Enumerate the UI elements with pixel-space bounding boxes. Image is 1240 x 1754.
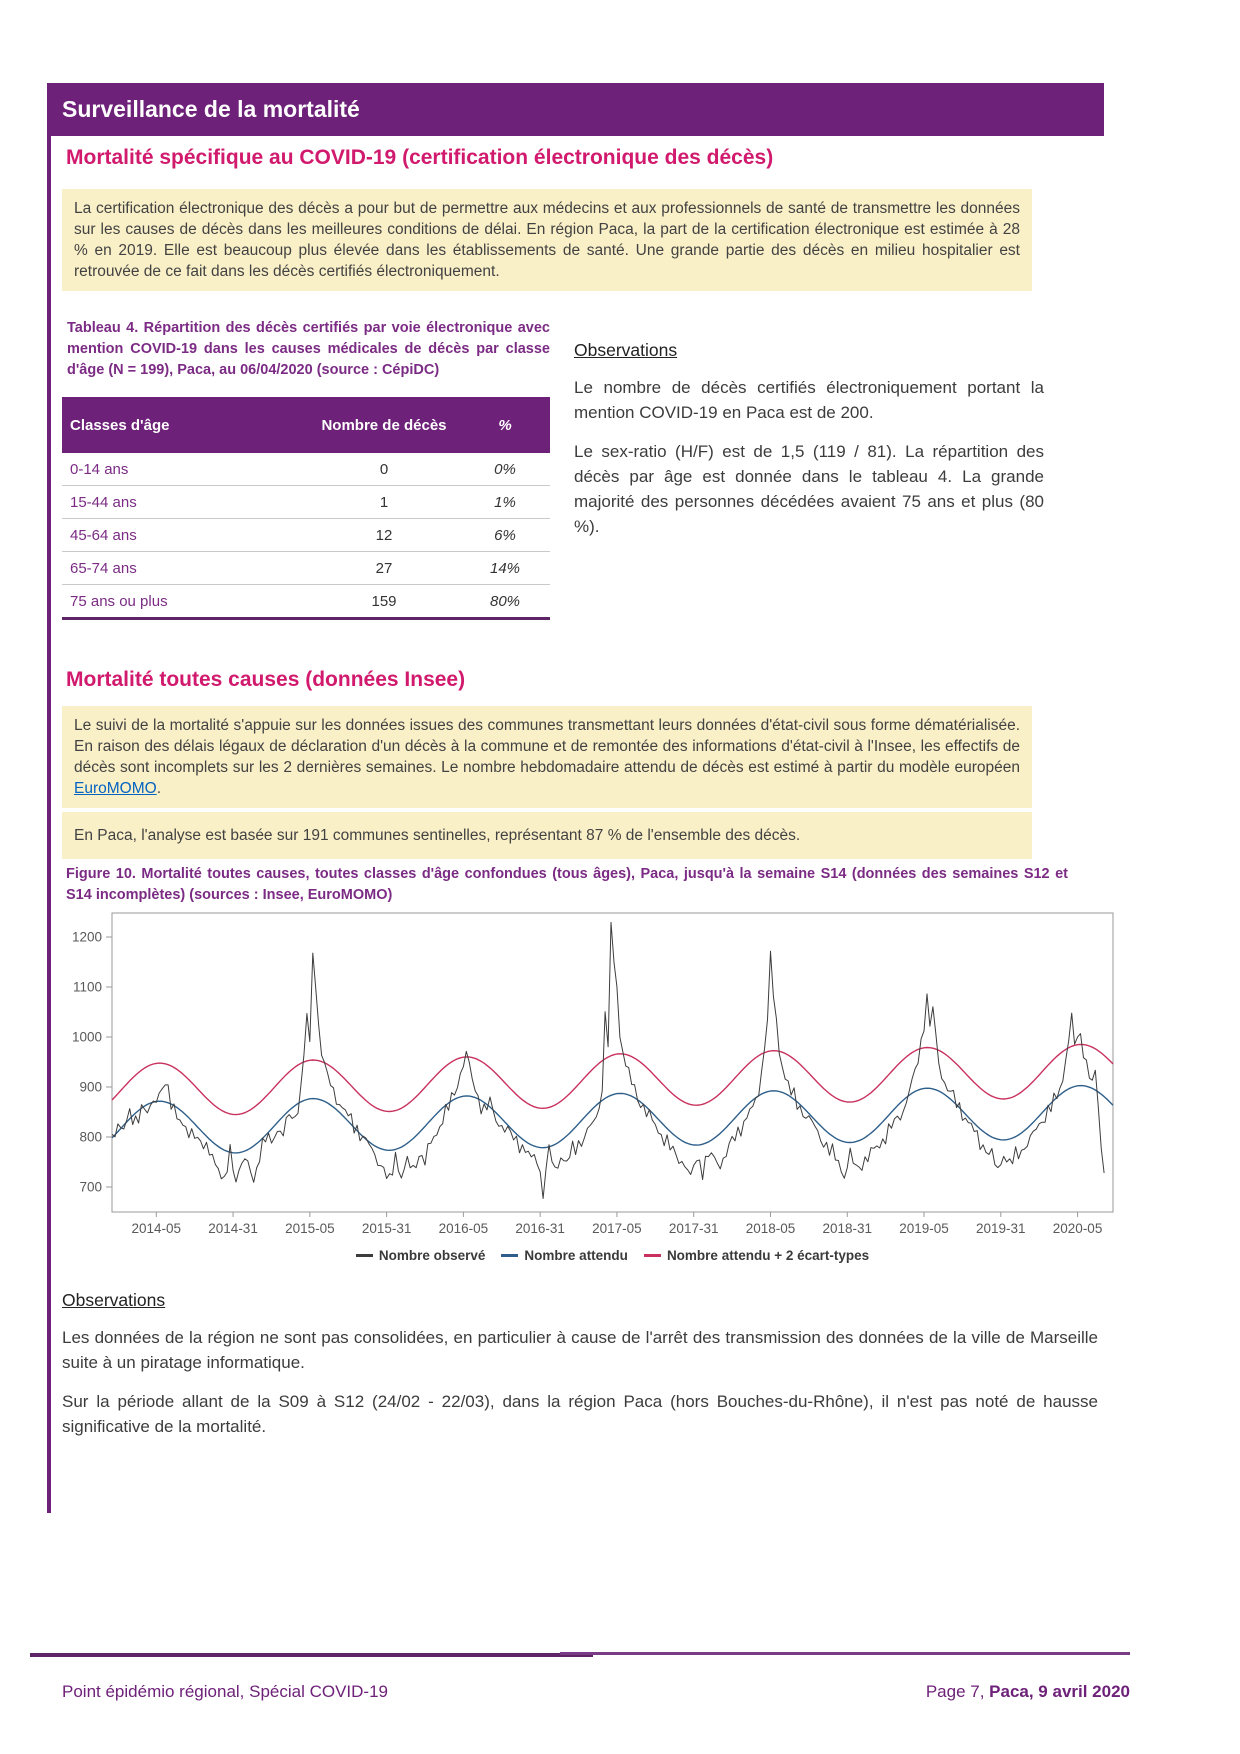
section1-title: Mortalité spécifique au COVID-19 (certification électronique des décès) (66, 146, 774, 169)
table-row: 65-74 ans 27 14% (62, 552, 550, 585)
legend-item: Nombre observé (356, 1248, 486, 1263)
footer-rule-left (30, 1653, 593, 1657)
svg-text:1200: 1200 (71, 929, 102, 945)
euromomo-link[interactable]: EuroMOMO (74, 780, 157, 797)
footer-page-number: Page 7, (925, 1682, 990, 1701)
svg-text:2018-05: 2018-05 (745, 1221, 796, 1236)
section2-intro-end: . (156, 780, 161, 797)
svg-text:2015-05: 2015-05 (285, 1221, 335, 1236)
table-observations-zone (62, 318, 1044, 620)
section-banner (47, 83, 1104, 136)
observations2-title: Observations (62, 1290, 166, 1310)
col-header-percent: % (460, 397, 550, 453)
footer-page-info (600, 1682, 1130, 1702)
svg-text:2018-31: 2018-31 (822, 1221, 873, 1236)
footer-rule-right (560, 1652, 1130, 1655)
svg-text:2020-05: 2020-05 (1052, 1221, 1103, 1236)
legend-item: Nombre attendu (501, 1248, 628, 1263)
ages-table-body (62, 453, 550, 619)
footer-publication: Point épidémio régional, Spécial COVID-19 (62, 1682, 389, 1701)
svg-text:900: 900 (79, 1079, 102, 1095)
observations1-p2: Le sex-ratio (H/F) est de 1,5 (119 / 81). La répartition des décès par âge est donnée dans le tableau 4. La grande majorité des personnes décédées avaient 75 ans et plus (80 %). (574, 442, 1044, 536)
table-row: 15-44 ans 1 1% (62, 486, 550, 519)
table-caption: Tableau 4. Répartition des décès certifiés par voie électronique avec mention COVID-19 dans les causes médicales de décès par classe d'âge (N = 199), Paca, au 06/04/2020 (source : CépiDC) (67, 320, 550, 378)
section2-intro (62, 706, 1032, 808)
legend-dash-icon (644, 1254, 661, 1257)
section2-intro2: En Paca, l'analyse est basée sur 191 communes sentinelles, représentant 87 % de l'ensemble des décès. (62, 812, 1032, 859)
chart-legend (112, 1248, 1113, 1263)
svg-text:1100: 1100 (72, 979, 102, 995)
observations1-title: Observations (574, 340, 678, 360)
figure-caption: Figure 10. Mortalité toutes causes, toutes classes d'âge confondues (tous âges), Paca, jusqu'à la semaine S14 (données des semaines S12 et S14 incomplètes) (sources : Insee, EuroMOMO) (66, 866, 1068, 903)
svg-text:1000: 1000 (71, 1029, 102, 1045)
svg-text:2014-31: 2014-31 (208, 1221, 258, 1236)
svg-text:2019-31: 2019-31 (976, 1221, 1026, 1236)
observations2-block (62, 1290, 1098, 1453)
legend-item: Nombre attendu + 2 écart-types (644, 1248, 869, 1263)
ages-table (62, 397, 550, 620)
ages-table-head (62, 397, 550, 453)
svg-text:800: 800 (79, 1129, 102, 1145)
observations2-p2: Sur la période allant de la S09 à S12 (24/02 - 22/03), dans la région Paca (hors Bouches-du-Rhône), il n'est pas noté de hausse significative de la mortalité. (62, 1392, 1098, 1436)
svg-text:2017-05: 2017-05 (592, 1221, 642, 1236)
mortality-chart (40, 895, 1125, 1245)
svg-text:2016-31: 2016-31 (515, 1221, 565, 1236)
observations1-p1: Le nombre de décès certifiés électroniquement portant la mention COVID-19 en Paca est de 200. (574, 378, 1044, 422)
legend-dash-icon (356, 1254, 373, 1257)
observations1-column (574, 318, 1044, 620)
table-column (62, 318, 550, 620)
svg-text:2019-05: 2019-05 (899, 1221, 949, 1236)
section2-title: Mortalité toutes causes (données Insee) (66, 668, 466, 691)
left-border-rule (47, 136, 51, 1513)
table-row: 75 ans ou plus 159 80% (70, 592, 521, 610)
table-row: 0-14 ans 0 0% (62, 453, 550, 486)
banner-title: Surveillance de la mortalité (62, 96, 360, 122)
svg-text:2017-31: 2017-31 (668, 1221, 719, 1236)
svg-text:2015-31: 2015-31 (361, 1221, 412, 1236)
col-header-age: Classes d'âge (62, 397, 308, 453)
observations2-p1: Les données de la région ne sont pas consolidées, en particulier à cause de l'arrêt des transmission des données de la ville de Marseille suite à un piratage informatique. (62, 1328, 1098, 1372)
section2-intro-text: Le suivi de la mortalité s'appuie sur les données issues des communes transmettant leurs données d'état-civil sous forme dématérialisée. En raison des délais légaux de déclaration d'un décès à la commune et de remontée des informations d'état-civil à l'Insee, les effectifs de décès sont incomplets sur les 2 dernières semaines. Le nombre hebdomadaire attendu de décès est estimé à partir du modèle européen (74, 717, 1020, 776)
svg-text:700: 700 (79, 1179, 102, 1195)
col-header-count: Nombre de décès (308, 397, 460, 453)
footer-region-date: Paca, 9 avril 2020 (989, 1682, 1130, 1701)
table-row: 45-64 ans 12 6% (62, 519, 550, 552)
svg-text:2016-05: 2016-05 (438, 1221, 489, 1236)
legend-dash-icon (501, 1254, 518, 1257)
section1-intro: La certification électronique des décès a pour but de permettre aux médecins et aux professionnels de santé de transmettre les données sur les causes de décès dans les meilleures conditions de délai. En région Paca, la part de la certification électronique est estimée à 28 % en 2019. Elle est beaucoup plus élevée dans les établissements de santé. Une grande partie des décès en milieu hospitalier est retrouvée de ce fait dans les décès certifiés électroniquement. (62, 189, 1032, 291)
svg-text:2014-05: 2014-05 (131, 1221, 182, 1236)
